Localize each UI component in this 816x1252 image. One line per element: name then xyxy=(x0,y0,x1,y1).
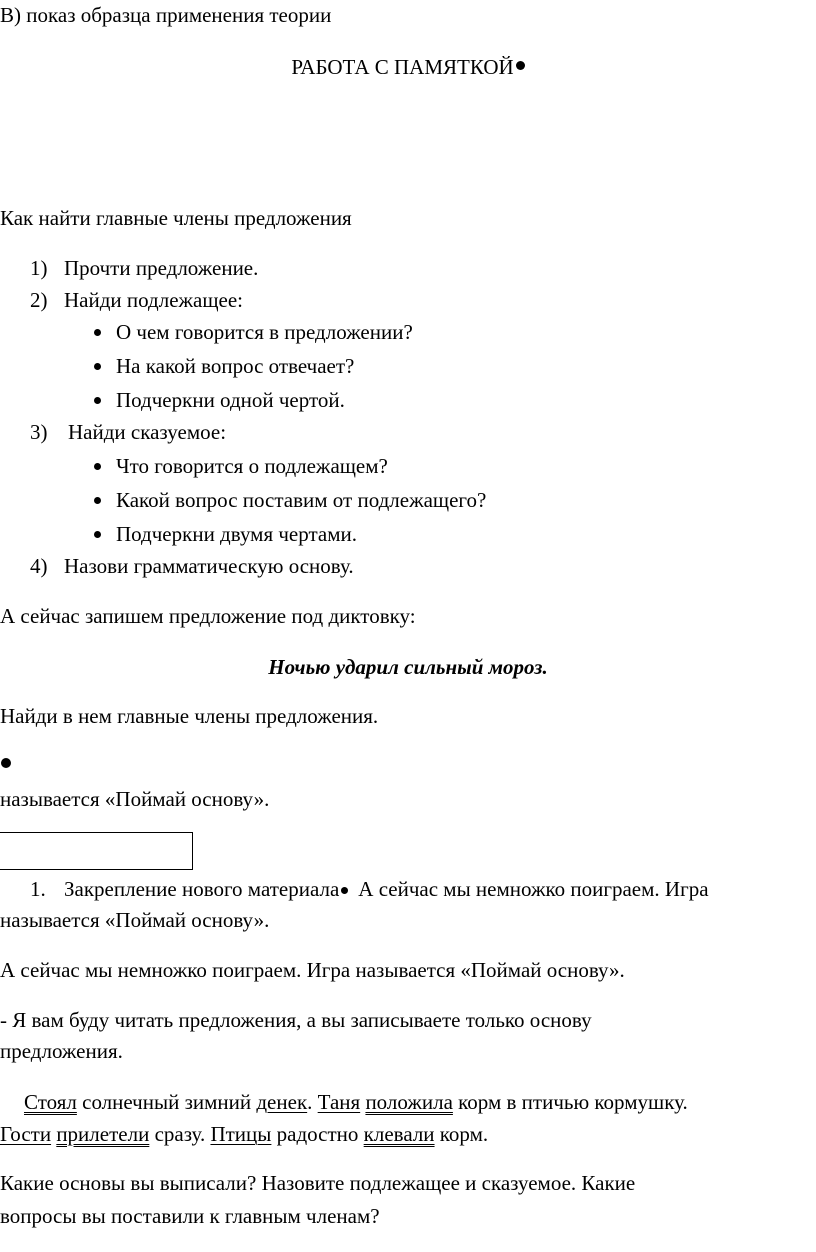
bullet-dot-icon xyxy=(94,497,101,504)
subject-word: Птицы xyxy=(210,1122,272,1146)
dictation-intro: А сейчас запишем предложение под диктовку: xyxy=(0,604,416,628)
game-sentences-line2: Гости прилетели сразу. Птицы радостно клевали корм. xyxy=(0,1122,489,1146)
memo-step-1 xyxy=(30,255,258,281)
step-number: 3) xyxy=(30,420,48,444)
question-line2: вопросы вы поставили к главным членам? xyxy=(0,1204,380,1228)
step-text: Назови грамматическую основу. xyxy=(64,554,354,578)
intro-line: В) показ образца применения теории xyxy=(0,3,332,27)
memo-bullet: Что говорится о подлежащем? xyxy=(94,453,388,479)
bullet-dot-icon xyxy=(341,887,348,894)
memo-step-4 xyxy=(30,553,354,579)
memo-bullet: Подчеркни двумя чертами. xyxy=(94,521,357,547)
memo-title-text: РАБОТА С ПАМЯТКОЙ xyxy=(291,55,514,79)
game-sentences-line1: Стоял солнечный зимний денек. Таня положила корм в птичью кормушку. xyxy=(24,1090,688,1114)
memo-title xyxy=(0,54,816,80)
subject-word: денек xyxy=(256,1090,308,1114)
section-title: Закрепление нового материала xyxy=(64,877,340,901)
bullet-dot-icon xyxy=(516,61,525,70)
game-intro: А сейчас мы немножко поиграем. Игра называется «Поймай основу». xyxy=(0,958,625,982)
bullet-dot-icon xyxy=(94,397,101,404)
step-number: 4) xyxy=(30,554,48,578)
dictation-sentence: Ночью ударил сильный мороз. xyxy=(268,655,548,679)
memo-step-2 xyxy=(30,287,243,313)
bullet-dot-icon xyxy=(1,758,11,768)
section-rest: А сейчас мы немножко поиграем. Игра xyxy=(358,877,709,901)
instruction-line2: предложения. xyxy=(0,1039,123,1063)
section-line2: называется «Поймай основу». xyxy=(0,908,270,932)
find-task: Найди в нем главные члены предложения. xyxy=(0,704,379,728)
section-heading xyxy=(30,876,709,902)
predicate-word: Стоял xyxy=(24,1090,77,1114)
memo-step-3 xyxy=(30,419,226,445)
memo-bullet: На какой вопрос отвечает? xyxy=(94,353,354,379)
subject-word: Таня xyxy=(317,1090,361,1114)
bullet-dot-icon xyxy=(94,363,101,370)
predicate-word: клевали xyxy=(363,1122,435,1146)
memo-bullet: Подчеркни одной чертой. xyxy=(94,387,345,413)
memo-bullet: Какой вопрос поставим от подлежащего? xyxy=(94,487,486,513)
step-text: Прочти предложение. xyxy=(64,256,259,280)
game-name-line: называется «Поймай основу». xyxy=(0,787,270,811)
subject-word: Гости xyxy=(0,1122,52,1146)
step-text: Найди сказуемое: xyxy=(68,420,227,444)
step-text: Найди подлежащее: xyxy=(64,288,243,312)
step-number: 1) xyxy=(30,256,48,280)
instruction-line1: - Я вам буду читать предложения, а вы записываете только основу xyxy=(0,1008,592,1032)
empty-frame xyxy=(0,832,193,870)
memo-heading: Как найти главные члены предложения xyxy=(0,206,352,230)
bullet-dot-icon xyxy=(94,329,101,336)
predicate-word: прилетели xyxy=(56,1122,150,1146)
bullet-dot-icon xyxy=(94,463,101,470)
memo-bullet: О чем говорится в предложении? xyxy=(94,319,413,345)
question-line1: Какие основы вы выписали? Назовите подлежащее и сказуемое. Какие xyxy=(0,1171,636,1195)
section-number: 1. xyxy=(30,877,46,901)
predicate-word: положила xyxy=(365,1090,453,1114)
step-number: 2) xyxy=(30,288,48,312)
bullet-dot-icon xyxy=(94,531,101,538)
